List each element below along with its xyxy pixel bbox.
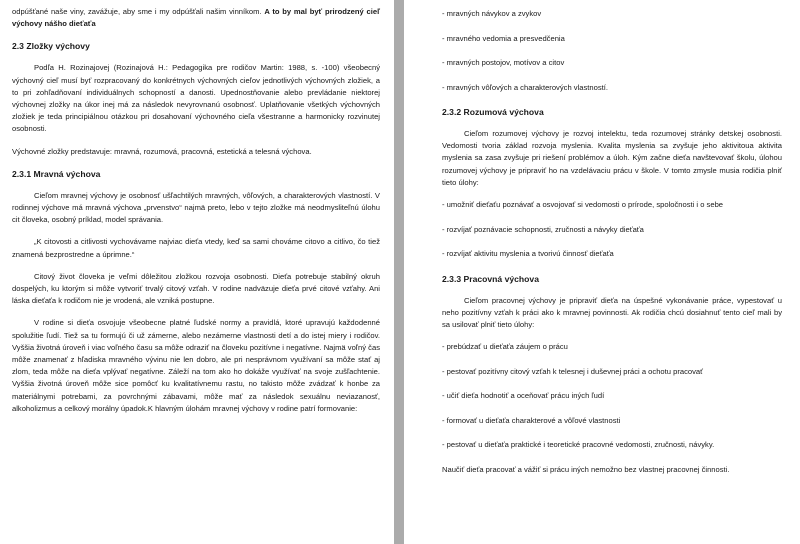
intro-paragraph [12, 6, 380, 30]
paragraph-family-norms: V rodine si dieťa osvojuje všeobecne platné ľudské normy a pravidlá, ktoré upravujú každodenné spolužitie ľudí. Tiež sa tu formujú či už zámerne, alebo nezámerne vlastnosti detí a do istej miery i rodičov. Vyššia životná úroveň i viac voľného času sa môže odraziť na človeku pozitívne i negatívne. Najmä voľný čas môže znamenať z hľadiska mravného vývinu nie len dobro, ale pri nesprávnom využívaní sa môže stať aj zlom, teda môže na dieťa vplývať negatívne. Záleží na tom ako ho dokáže využívať na svoje zušľachtenie. Vyššia životná úroveň môže sice pomôcť ku kvalitatívnemu rastu, no takisto môže zvádzať k honbe za materiálnymi potrebami, za povrchnými zábavami, môže mať za následok sexuálnu neviazanosť, alkoholizmus a celkový morálny úpadok.K hlavným úlohám mravnej výchovy v rodine patrí formovanie: [12, 318, 380, 413]
moral-tasks-list [442, 8, 782, 94]
heading-2-3-1: 2.3.1 Mravná výchova [12, 168, 101, 179]
list-item: - umožniť dieťaťu poznávať a osvojovať si vedomosti o prírode, spoločnosti i o sebe [442, 200, 724, 210]
list-item: - prebúdzať u dieťaťa záujem o prácu [442, 342, 568, 352]
list-item: - mravných vôľových a charakterových vlastností. [442, 82, 608, 92]
document-page-right [404, 0, 800, 544]
list-item: - rozvíjať poznávacie schopnosti, zručnosti a návyky dieťaťa [442, 224, 644, 234]
closing-paragraph: Naučiť dieťa pracovať a vážiť si prácu iných nemožno bez vlastnej pracovnej činnosti. [442, 464, 730, 474]
heading-2-3-2: 2.3.2 Rozumová výchova [442, 107, 544, 117]
heading-2-3: 2.3 Zložky výchovy [12, 41, 90, 52]
list-item: - pestovať u dieťaťa praktické i teoretické pracovné vedomosti, zručnosti, návyky. [442, 440, 715, 450]
paragraph-moral-goal: Cieľom mravnej výchovy je osobnosť ušľachtilých mravných, vôľových, a charakterových vlastností. V rodinnej výchove má mravná výchova „prvenstvo“ najmä preto, lebo v tejto zložke má neodmysliteľnú úlohu cit človeka, osobný príklad, model správania. [12, 190, 380, 225]
list-item: - formovať u dieťaťa charakterové a vôľové vlastnosti [442, 415, 621, 425]
document-page-left [0, 0, 394, 544]
list-item: - mravných návykov a zvykov [442, 9, 542, 18]
paragraph-components: Podľa H. Rozinajovej (Rozinajová H.: Pedagogika pre rodičov Martin: 1988, s. -100) všeobecný výchovný cieľ musí byť rozpracovaný do konkrétnych výchovných cieľov jednotlivých výchovných zložiek, a to pri zohľadňovaní individuálnych schopností a danosti. Upednostňovanie alebo prevládanie niektorej výchovnej zložky na úkor inej má za následok nevyrovnanú osobnosť. Uplatňovanie všetkých výchovných zložiek je teda principiálnou otázkou pri dosahovaní výchovného cieľa všestranne a harmonicky rozvinutej osobnosti. [12, 63, 380, 134]
quote-paragraph: „K citovosti a citlivosti vychovávame najviac dieťa vtedy, keď sa sami chováme citovo a citlivo, čo tiež znamená bezprostredne a úprimne.“ [12, 237, 380, 259]
rational-tasks-list [442, 199, 782, 260]
list-item: - rozvíjať aktivitu myslenia a tvorivú činnosť dieťaťa [442, 249, 614, 259]
heading-2-3-3: 2.3.3 Pracovná výchova [442, 273, 539, 284]
list-item: - mravných postojov, motívov a citov [442, 58, 565, 67]
list-item: - mravného vedomia a presvedčenia [442, 33, 565, 43]
intro-bold-text: A to by mal byť prirodzený cieľ výchovy nášho dieťaťa [12, 7, 380, 29]
intro-text: odpúšťané naše viny, zavážuje, aby sme i my odpúšťali našim vinníkom. [12, 7, 262, 16]
paragraph-work-goal: Cieľom pracovnej výchovy je pripraviť dieťa na úspešné vykonávanie práce, vypestovať u neho pozitívny vzťah k práci ako k mravnej povinnosti. Ak rodičia chcú dosiahnuť tento cieľ mali by sa usilovať plniť tieto úlohy: [442, 295, 782, 329]
list-item: - pestovať pozitívny citový vzťah k telesnej i duševnej práci a ochotu pracovať [442, 366, 703, 376]
list-item: - učiť dieťa hodnotiť a oceňovať prácu iných ľudí [442, 391, 605, 401]
paragraph-rational-goal: Cieľom rozumovej výchovy je rozvoj intelektu, teda rozumovej stránky detskej osobnosti. Vedomosti tvoria základ rozvoja myslenia. Kvalita myslenia sa zvyšuje jeho aktivitoua aktivita myslenia sa zasa zvyšuje pri riešení problémov a úloh. Kým začne dieťa navštevovať školu, úlohou rozumovej výchovy je pripraviť ho na vzdelávaciu prácu v škole. V tomto zmysle musia rodičia plniť tieto úlohy: [442, 129, 782, 187]
work-tasks-list [442, 341, 782, 451]
paragraph-emotional-life: Citový život človeka je veľmi dôležitou zložkou rozvoja osobnosti. Dieťa potrebuje stabilný okruh dospelých, ku ktorým si môže vytvoriť trvalý citový vzťah. V rodine nadväzuje dieťa prvé citové vzťahy. Ani láska dieťaťa k rodičom nie je vrodená, ale vzniká postupne. [12, 271, 380, 306]
paragraph-components-list: Výchovné zložky predstavuje: mravná, rozumová, pracovná, estetická a telesná výchova. [12, 146, 312, 156]
